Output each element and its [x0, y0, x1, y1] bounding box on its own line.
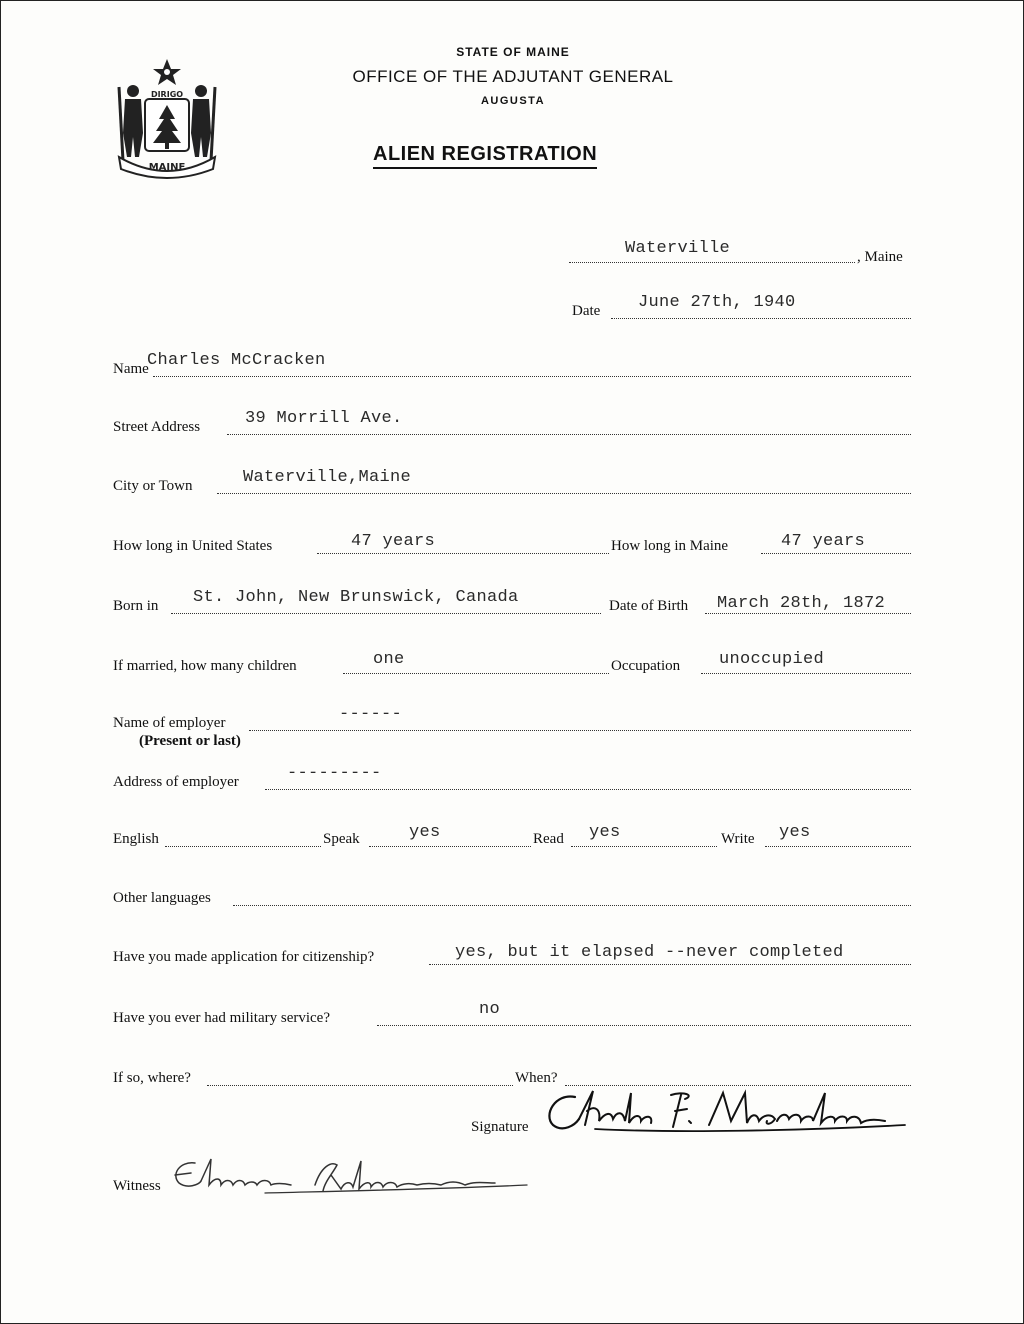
english-label: English	[113, 831, 159, 847]
city-label: City or Town	[113, 478, 193, 494]
place-value: Waterville	[625, 239, 731, 258]
read-label: Read	[533, 831, 564, 847]
signature-handwriting	[535, 1085, 915, 1135]
citizenship-label: Have you made application for citizenship?	[113, 949, 375, 965]
military-row	[1, 1000, 1024, 1026]
employer-row	[1, 705, 1024, 749]
header-office: OFFICE OF THE ADJUTANT GENERAL	[352, 67, 674, 86]
how-long-me-label: How long in Maine	[611, 538, 729, 554]
employer-address-label: Address of employer	[113, 774, 239, 790]
witness-label: Witness	[113, 1178, 161, 1194]
duration-row	[1, 532, 1024, 554]
date-label: Date	[572, 303, 601, 319]
dob-label: Date of Birth	[609, 598, 689, 614]
street-value: 39 Morrill Ave.	[245, 409, 403, 428]
name-value: Charles McCracken	[147, 351, 326, 370]
write-value: yes	[779, 823, 811, 842]
english-row	[1, 825, 1024, 847]
born-label: Born in	[113, 598, 159, 614]
how-long-us-value: 47 years	[351, 532, 436, 551]
born-value: St. John, New Brunswick, Canada	[193, 588, 519, 607]
svg-text:MAINE: MAINE	[148, 162, 186, 173]
speak-label: Speak	[323, 831, 360, 847]
where-when-row	[1, 1064, 1024, 1086]
birth-row	[1, 588, 1024, 614]
street-label: Street Address	[113, 419, 201, 435]
children-value: one	[373, 650, 405, 669]
name-label: Name	[113, 361, 149, 377]
read-value: yes	[589, 823, 621, 842]
place-row	[1, 239, 1024, 265]
name-row	[1, 351, 1024, 377]
employer-value: ------	[339, 705, 403, 724]
speak-value: yes	[409, 823, 441, 842]
signature-label: Signature	[471, 1119, 529, 1135]
place-suffix: , Maine	[857, 249, 903, 265]
children-label: If married, how many children	[113, 658, 297, 674]
other-languages-label: Other languages	[113, 890, 211, 906]
employer-label: Name of employer	[113, 715, 226, 731]
citizenship-row	[1, 943, 1024, 965]
header-city: AUGUSTA	[480, 95, 546, 107]
street-row	[1, 409, 1024, 435]
date-row	[1, 293, 1024, 319]
military-label: Have you ever had military service?	[113, 1010, 330, 1026]
other-languages-row	[1, 884, 1024, 906]
dob-value: March 28th, 1872	[717, 594, 886, 613]
where-label: If so, where?	[113, 1070, 191, 1086]
occupation-value: unoccupied	[719, 650, 825, 669]
occupation-label: Occupation	[611, 658, 681, 674]
employer-address-row	[1, 764, 1024, 790]
citizenship-value: yes, but it elapsed --never completed	[455, 943, 844, 962]
form-title: ALIEN REGISTRATION	[373, 143, 597, 169]
when-label: When?	[515, 1070, 558, 1086]
how-long-us-label: How long in United States	[113, 538, 273, 554]
city-value: Waterville,Maine	[243, 468, 412, 487]
header-state: STATE OF MAINE	[456, 45, 570, 59]
witness-handwriting	[165, 1155, 535, 1199]
city-row	[1, 468, 1024, 494]
write-label: Write	[721, 831, 755, 847]
date-value: June 27th, 1940	[638, 293, 796, 312]
employer-sublabel: (Present or last)	[139, 733, 241, 749]
children-row	[1, 652, 1024, 674]
military-value: no	[479, 1000, 501, 1019]
how-long-me-value: 47 years	[781, 532, 866, 551]
employer-address-value: ---------	[287, 764, 382, 783]
svg-text:DIRIGO: DIRIGO	[150, 90, 184, 99]
